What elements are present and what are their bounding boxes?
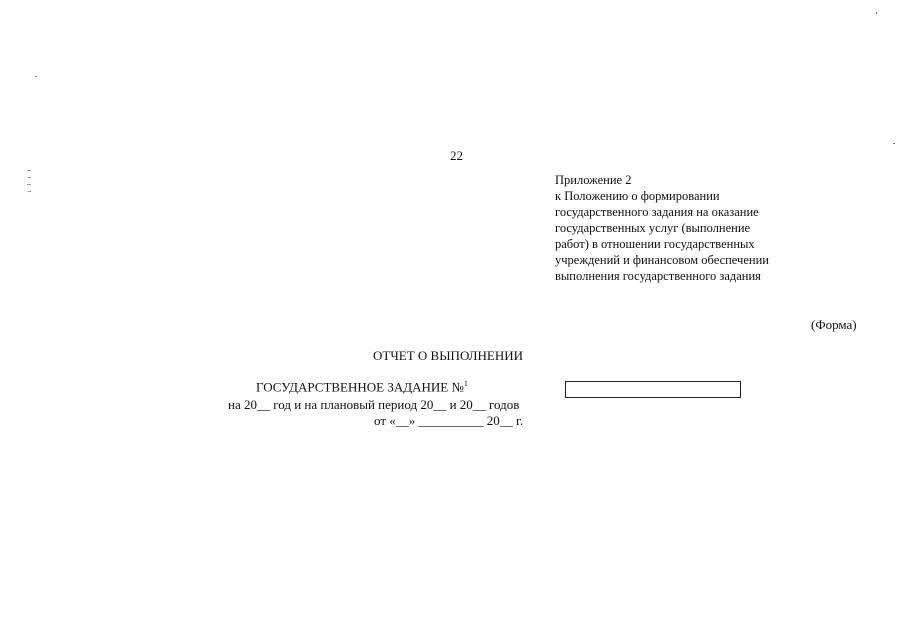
page-number: 22 bbox=[450, 148, 463, 163]
date-line: от «__» __________ 20__ г. bbox=[374, 413, 524, 428]
task-title bbox=[256, 379, 468, 395]
margin-marks bbox=[27, 168, 33, 196]
appendix-line: к Положению о формировании bbox=[555, 189, 720, 203]
appendix-line: государственных услуг (выполнение bbox=[555, 221, 751, 235]
scan-speck bbox=[876, 12, 877, 14]
scan-speck bbox=[35, 76, 37, 77]
appendix-line: выполнения государственного задания bbox=[555, 269, 761, 283]
task-title-text: ГОСУДАРСТВЕННОЕ ЗАДАНИЕ № bbox=[256, 379, 464, 395]
report-title: ОТЧЕТ О ВЫПОЛНЕНИИ bbox=[373, 348, 523, 363]
appendix-note bbox=[555, 172, 769, 284]
task-number-box bbox=[565, 381, 741, 398]
period-line: на 20__ год и на плановый период 20__ и 20__ годов bbox=[228, 397, 520, 412]
appendix-line: работ) в отношении государственных bbox=[555, 237, 755, 251]
appendix-line: учреждений и финансовом обеспечении bbox=[555, 253, 769, 267]
scan-speck bbox=[893, 143, 895, 144]
appendix-line: государственного задания на оказание bbox=[555, 205, 759, 219]
appendix-line: Приложение 2 bbox=[555, 173, 632, 187]
form-label: (Форма) bbox=[811, 317, 857, 332]
footnote-mark: 1 bbox=[463, 379, 468, 388]
